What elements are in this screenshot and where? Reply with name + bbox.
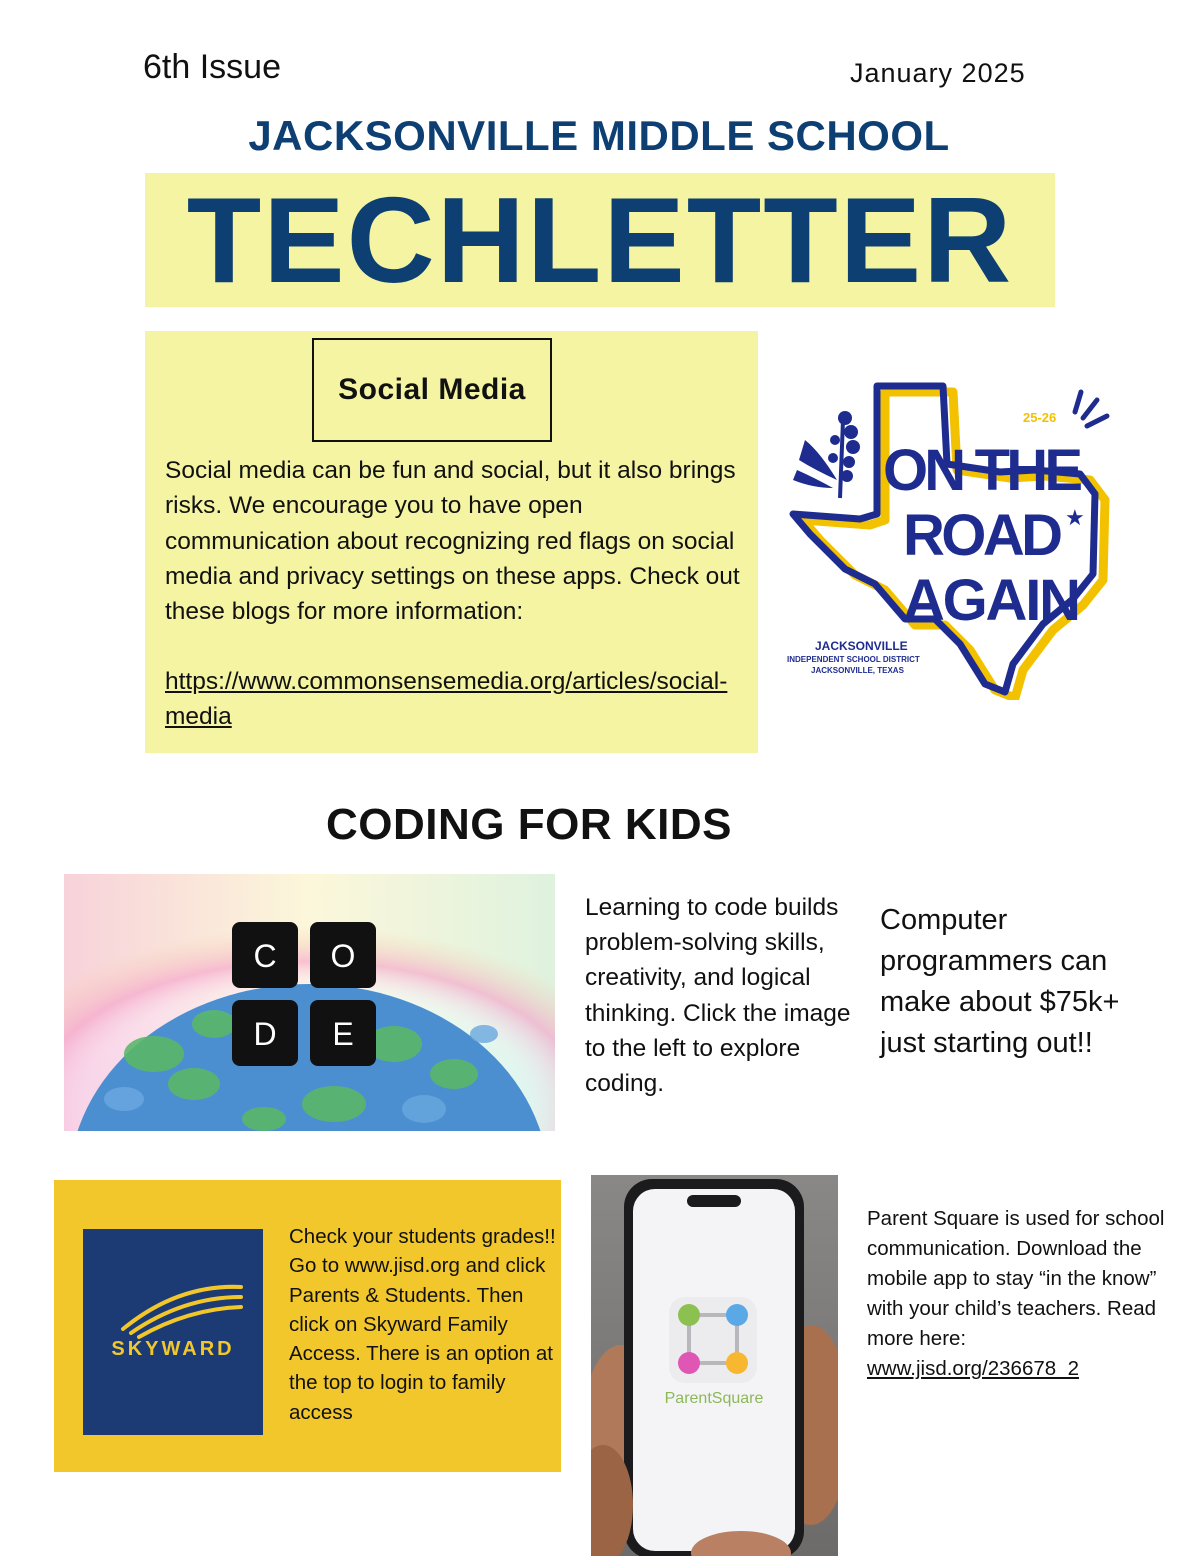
code-tile-e: E — [332, 1016, 354, 1052]
code-tile-d: D — [253, 1016, 277, 1052]
skyward-line-2: Go to www.jisd.org and click Parents & Students. Then click on Skyward Family Access. There is an option at the top to login to family access — [289, 1254, 553, 1424]
logo-district-name: JACKSONVILLE — [815, 639, 908, 653]
logo-line-2: ROAD — [903, 503, 1063, 568]
district-logo — [785, 380, 1155, 700]
newsletter-title: TECHLETTER — [186, 172, 1014, 308]
coding-section-title: CODING FOR KIDS — [326, 800, 732, 849]
flower-icon — [793, 411, 860, 498]
parentsquare-section — [867, 1204, 1167, 1384]
parentsquare-app-name: ParentSquare — [664, 1390, 764, 1407]
social-media-section — [145, 331, 758, 753]
skyward-line-1: Check your students grades!! — [289, 1225, 556, 1248]
parentsquare-image — [591, 1175, 838, 1556]
social-media-body: Social media can be fun and social, but it also brings risks. We encourage you to have open communication about recognizing red flags on social media and privacy settings on these apps. Check out these blogs for more information: — [165, 457, 740, 626]
code-tile-o: O — [330, 938, 356, 974]
skyward-section — [54, 1180, 561, 1472]
code-image — [64, 874, 555, 1131]
title-banner — [145, 173, 1055, 307]
programmer-salary-note: Computer programmers can make about $75k+ just starting out!! — [880, 904, 1120, 1059]
parentsquare-link[interactable]: www.jisd.org/236678_2 — [867, 1357, 1079, 1380]
logo-district-sub: INDEPENDENT SCHOOL DISTRICT — [787, 655, 920, 664]
logo-line-3: AGAIN — [903, 568, 1081, 633]
social-media-link[interactable]: https://www.commonsensemedia.org/articles/social-media — [165, 668, 728, 731]
coding-description: Learning to code builds problem-solving skills, creativity, and logical thinking. Click the image to the left to explore coding. — [585, 894, 851, 1098]
star-icon: ★ — [1065, 506, 1085, 531]
logo-year: 25-26 — [1023, 410, 1057, 425]
issue-number: 6th Issue — [143, 48, 281, 86]
logo-line-1: ON THE — [883, 438, 1083, 503]
parentsquare-app-icon — [669, 1297, 757, 1383]
code-tile-c: C — [253, 938, 277, 974]
skyward-instructions — [289, 1222, 561, 1427]
social-media-heading: Social Media — [312, 338, 552, 442]
school-name: JACKSONVILLE MIDDLE SCHOOL — [248, 112, 950, 159]
sparkle-lines — [1075, 392, 1107, 426]
logo-district-city: JACKSONVILLE, TEXAS — [811, 666, 904, 675]
code-image-link[interactable] — [64, 874, 555, 1131]
skyward-logo — [83, 1229, 263, 1435]
skyward-logo-text: SKYWARD — [111, 1338, 235, 1360]
parentsquare-description: Parent Square is used for school communication. Download the mobile app to stay “in the know” with your child’s teachers. Read more here: — [867, 1207, 1165, 1350]
skyward-arc-icon — [123, 1287, 241, 1337]
issue-date: January 2025 — [850, 58, 1026, 88]
